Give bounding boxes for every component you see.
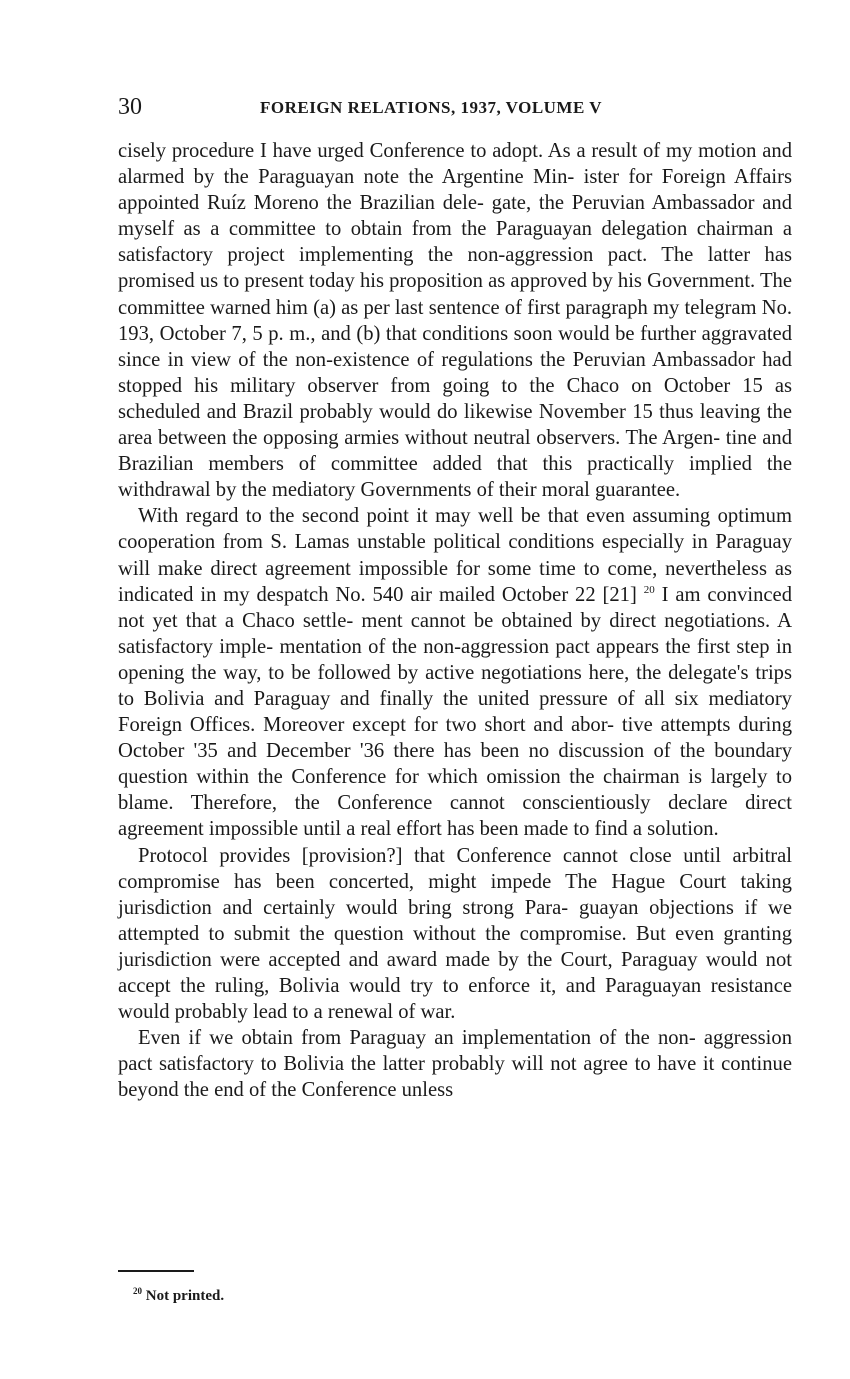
text-line: With regard to the second point it may well be that even assuming (138, 505, 711, 528)
paragraph-2 (118, 503, 792, 842)
footnote-reference: 20 (643, 583, 655, 596)
text-line: Brazil probably would do likewise November 15 thus leaving the area (118, 400, 792, 450)
text-line: guayan objections if we attempted to submit the question without (118, 896, 792, 945)
footnote-marker: 20 (133, 1286, 142, 1296)
text-line: Even if we obtain from Paraguay an implementation of the non- (138, 1027, 696, 1050)
footnote-divider (118, 1270, 194, 1272)
text-line: The committee warned him (a) as per last sentence of first paragraph (118, 270, 792, 319)
text-line: would be further aggravated since in view of the non-existence of (118, 322, 792, 371)
text-line: from the Paraguayan delegation chairman a satisfactory project (118, 218, 792, 267)
text-line: observer from going to the Chaco on October 15 as scheduled and (118, 374, 793, 423)
text-line: time to come, nevertheless as indicated in my despatch No. 540 air (118, 557, 792, 606)
text-line: implied the withdrawal by the mediatory Governments of their moral (118, 453, 792, 502)
text-line: Bolivia would try to enforce it, and Paraguayan resistance would (118, 975, 792, 1024)
text-line: to Bolivia and Paraguay and finally the united pressure of all six (118, 687, 699, 710)
text-line: regulations the Peruvian Ambassador had stopped his military (118, 348, 792, 397)
text-line: especially in Paraguay will make direct agreement impossible for some (118, 531, 792, 580)
text-line: Protocol provides [provision?] that Conference cannot close until (138, 844, 721, 867)
text-line: optimum cooperation from S. Lamas unstable political conditions (118, 505, 792, 554)
text-line: effort has been made to find a solution. (396, 818, 719, 841)
text-line: the way, to be followed by active negotiations here, the delegate's trips (191, 661, 792, 684)
paragraph-3 (118, 843, 792, 1026)
text-line: my telegram No. 193, October 7, 5 p. m., and (b) that conditions soon (118, 296, 793, 345)
text-line: agree to have it continue beyond the end of the Conference unless (118, 1053, 792, 1102)
page-header (118, 92, 792, 122)
footnote-text: Not printed. (145, 1288, 225, 1304)
paragraph-1 (118, 138, 792, 503)
paragraph-4 (118, 1025, 792, 1103)
footnote (133, 1280, 224, 1307)
text-line: gate, the Peruvian Ambassador and myself as a committee to obtain (118, 192, 793, 241)
text-line: cisely procedure I have urged Conference to adopt. As a result of (118, 140, 661, 162)
text-line: mediatory Foreign Offices. Moreover except for two short and abor- (118, 687, 792, 737)
text-line: mentation of the non-aggression pact appears the first step in opening (118, 635, 792, 684)
text-line: to present today his proposition as approved by his Government. (223, 270, 756, 293)
text-line: guarantee. (594, 479, 681, 502)
text-line: probably lead to a renewal of war. (174, 1001, 456, 1024)
text-line: between the opposing armies without neutral observers. The Argen- (157, 427, 721, 450)
text-line: mailed October 22 [21] (438, 583, 644, 606)
text-line: award made by the Court, Paraguay would not accept the ruling, (118, 948, 792, 997)
text-line: arbitral compromise has been concerted, might impede The Hague (118, 844, 793, 893)
text-line: Court taking jurisdiction and certainly would bring strong Para- (118, 870, 792, 919)
text-line: discussion of the boundary question within the Conference for which (118, 740, 792, 789)
text-line: omission the chairman is largely to blame. Therefore, the Conference (118, 766, 792, 815)
text-line: ment cannot be obtained by direct negotiations. A satisfactory imple- (118, 609, 793, 658)
text-line: ister for Foreign Affairs appointed Ruíz Moreno the Brazilian dele- (118, 166, 792, 215)
text-line: my motion and alarmed by the Paraguayan note the Argentine Min- (118, 140, 792, 189)
text-line: the compromise. But even granting jurisdiction were accepted and (118, 922, 792, 971)
running-head: FOREIGN RELATIONS, 1937, VOLUME V (260, 98, 603, 117)
text-line: cannot conscientiously declare direct agreement impossible until a real (118, 792, 792, 841)
text-line: tine and Brazilian members of committee added that this practically (118, 427, 792, 476)
page-number: 30 (118, 94, 142, 120)
text-line: I am convinced not yet that a Chaco settle- (118, 583, 792, 632)
text-line: tive attempts during October '35 and December '36 there has been no (118, 714, 792, 763)
text-line: aggression pact satisfactory to Bolivia the latter probably will not (118, 1027, 792, 1076)
text-line: implementing the non-aggression pact. The latter has promised us (118, 244, 792, 293)
body-text (118, 138, 792, 1103)
